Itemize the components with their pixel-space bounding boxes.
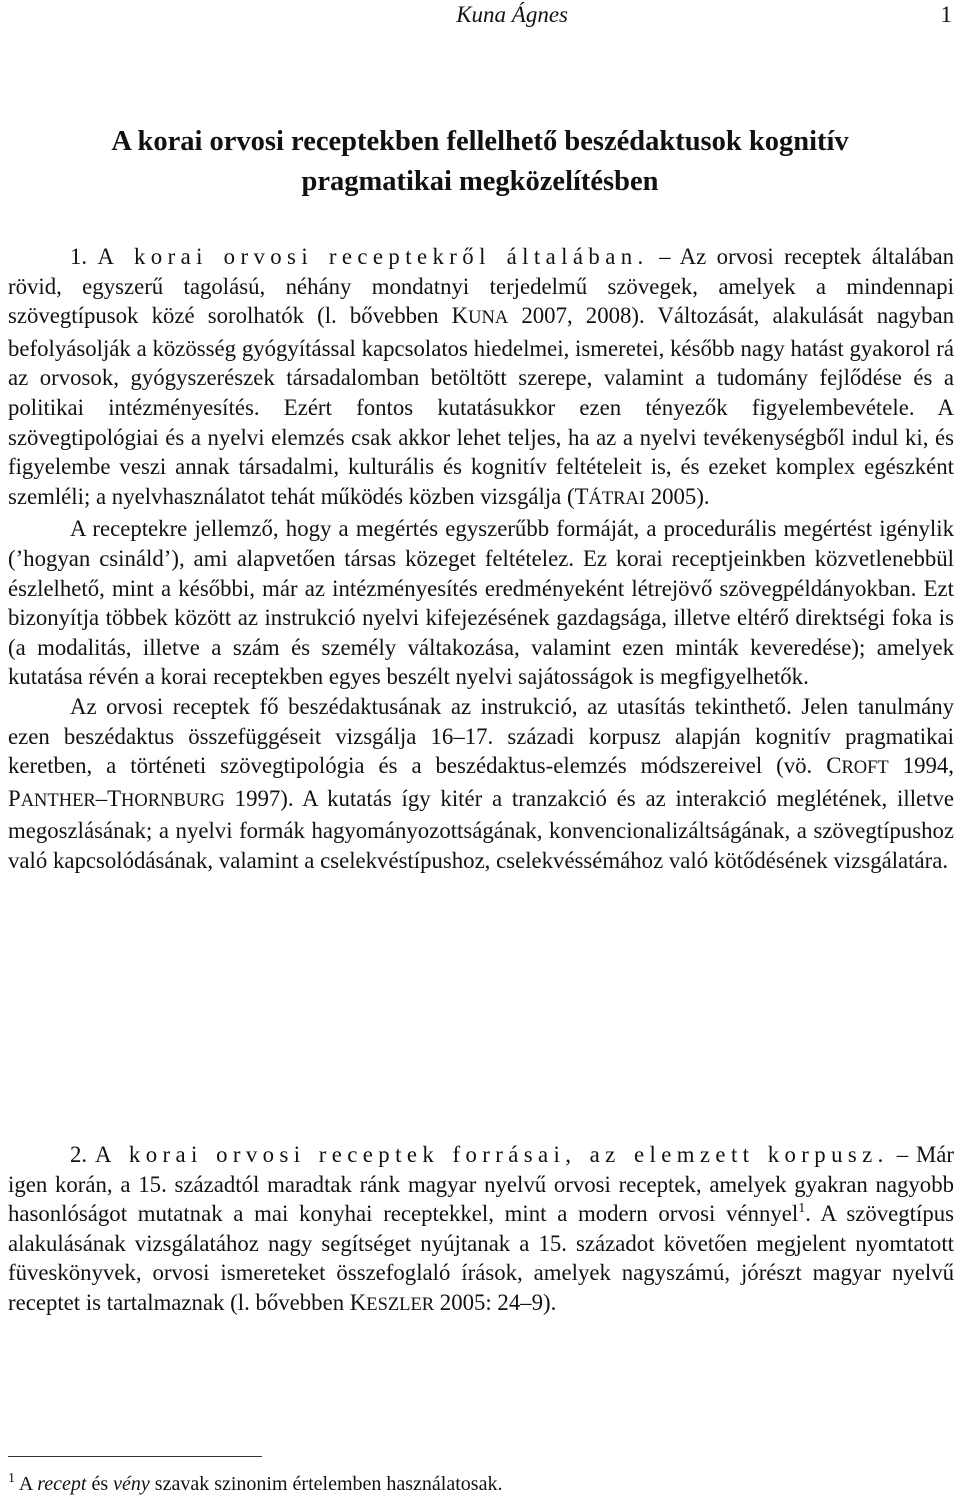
author-name-smallcaps: ROFT [841,758,889,779]
footnote-term-veny: vény [113,1473,150,1495]
section-1-paragraph-2: A receptekre jellemző, hogy a megértés egyszerűbb formáját, a procedurális megértést igénylik (’hogyan csináld’), ami alapvetően társas közeget feltételez. Ez korai receptjeinkben közvetlenebbül észlelhető, mint a későbbi, már az intézményesítés eredményeként létrejövő szövegpéldányokban. Ezt bizonyítja többek között az instrukció nyelvi kifejezésének gazdagsága, illetve eltérő direktségi foka is (a modalitás, illetve a szám és személy váltakozása, valamint ezen minták keveredése); amelyek kutatása révén a korai receptekben egyes beszélt nyelvi sajátosságok is megfigyelhetők. [8,516,954,690]
section-2 [8,1140,954,1321]
paper-title [0,122,960,202]
section-2-heading: A korai orvosi receptek forrásai, az elemzett korpusz. [95,1142,889,1167]
footnote: $^1$ A recept és vény szavak szinonim értelemben használatosak. [8,1471,503,1495]
author-name-smallcaps: UNA [468,308,509,329]
page-number: 1 [940,2,952,27]
author-name-smallcaps: HORNBURG [121,790,225,811]
author-name-smallcaps: ESZLER [366,1294,435,1315]
section-1-paragraph-3: Az orvosi receptek fő beszédaktusának az instrukció, az utasítás tekinthető. Jelen tanulmány ezen beszédaktus összefüggéseit vizsgálja 16–17. századi korpusz alapján kognitív pragmatikai keretben, a történeti szövegtipológia és a beszédaktus-elemzés módszereivel (vö. CROFT 1994, PANTHER–THORNBURG 1997). A kutatás így kitér a tranzakció és az interakció meglétének, illetve megoszlásának; a nyelvi formák hagyományozottságának, konvencionalizáltságának, a szövegtípushoz való kapcsolódásának, valamint a cselekvéstípushoz, cselekvéssémához való kötődésének vizsgálatára. [8,693,954,873]
footnote-divider [8,1456,262,1457]
section-1-number: 1. [70,244,88,269]
section-1-heading: A korai orvosi receptekről általában. [97,244,649,269]
running-header-author: Kuna Ágnes [456,2,568,27]
paper-title-line1: A korai orvosi receptekben fellelhető beszédaktusok kognitív [111,126,849,157]
paper-title-line2: pragmatikai megközelítésben [301,166,659,197]
section-1-paragraph-1: 1. A korai orvosi receptekről általában. – Az orvosi receptek általában rövid, egyszerű tagolású, néhány mondatnyi terjedelmű szövegek, amelyek a mindennapi szövegtípusok közé sorolhatók (l. bővebben KUNA 2007, 2008). Változását, alakulását nagyban befolyásolják a közösség gyógyítással kapcsolatos hiedelmei, ismeretei, később nagy hatást gyakorol rá az orvosok, gyógyszerészek társadalomban betöltött szerepe, valamint a tudomány fejlődése és a politikai intézményesítés. Ezért fontos kutatásukkor ezen tényezők figyelembevétele. A szövegtipológiai és a nyelvi elemzés csak akkor lehet teljes, ha az a nyelvi tevékenységből indul ki, és figyelembe veszi annak társadalmi, kulturális és kognitív feltételeit is, és ezeket komplex egészként szemléli; a nyelvhasználatot tehát működés közben vizsgálja (TÁTRAI 2005). [8,244,955,509]
author-name-smallcaps: ANTHER [20,790,96,811]
footnote-reference[interactable]: 1 [798,1201,806,1217]
footnote-marker: 1 [8,1471,15,1486]
section-1-dash: – [659,244,671,269]
section-2-dash: – [896,1142,909,1167]
section-2-paragraph-1: 2. A korai orvosi receptek forrásai, az elemzett korpusz. – Már igen korán, a 15. századtól maradtak ránk magyar nyelvű orvosi receptek, amelyek gyakran nagyobb hasonlóságot mutatnak a mai konyhai receptekkel, mint a modern orvosi vénnyel$^1$. A szövegtípus alakulásának vizsgálatához nagy segítséget nyújtanak a 15. századot követően megjelent nyomtatott füveskönyvek, orvosi ismereteket összefoglaló írások, amelyek nagyszámú, jórészt magyar nyelvű receptet is tartalmaznak (l. bővebben KESZLER 2005: 24–9). [8,1142,954,1315]
footnote-term-recept: recept [37,1473,87,1495]
author-name-smallcaps: ÁTRAI [588,488,646,509]
section-1 [8,242,954,875]
section-2-number: 2. [70,1142,88,1167]
